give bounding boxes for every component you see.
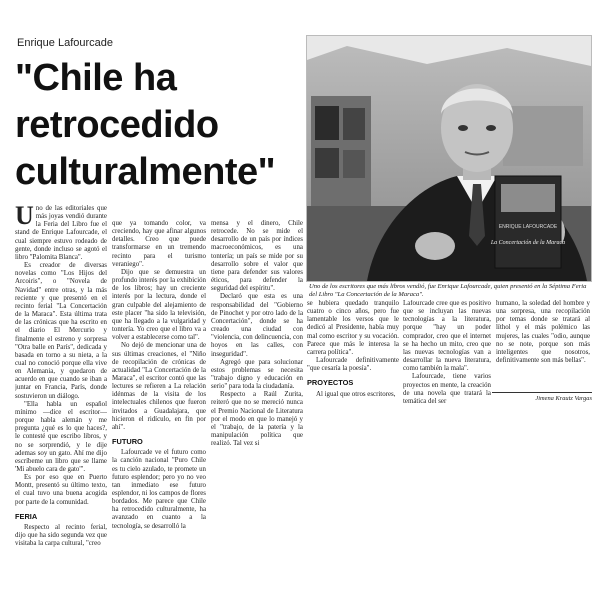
dropcap: U xyxy=(15,205,34,230)
book-title-text: La Concertación de la Maraca xyxy=(490,240,566,246)
paragraph: Dijo que se demuestra un profundo interés por la exhibición de los libros; hay un creciente interés por la lectura, donde el gran culpable del alejamiento de este placer "ha sido la televisión, que ha llegado a la vulgaridad y tontería. Yo creo que el libro va a volver a establecerse como tal". xyxy=(112,268,206,342)
paragraph: Respecto al recinto ferial, dijo que ha sido segunda vez que visitaba la carpa cultural, "creo xyxy=(15,523,107,548)
headline-line-1: "Chile ha xyxy=(15,57,177,99)
author-photo-drawing xyxy=(307,36,591,281)
headline xyxy=(15,55,315,196)
column-5 xyxy=(403,300,491,430)
book-author-text: ENRIQUE LAFOURCADE xyxy=(498,224,558,230)
paragraph: Lafourcade, tiene varios proyectos en mente, la creación de una novela que tratará la temática del ser xyxy=(403,373,491,405)
paragraph: Es creador de diversas novelas como "Los Hijos del Arcoiris", o "Novela de Navidad" entre otras, y la más reciente y que presentó en el recinto ferial "La Concertación de la Maraca". Esta última trata de las crónicas que ha escrito en el diario El Mercurio y finalmente el estreno y sorpresa "Otra balle en París", dedicada y basada en torno a su nieta, a la cual no conoció porque ella vive en Alemania, y quedaron de acuerdo en que cuando se iban a juntar en Francia, París, donde sostuvieron un diálogo. xyxy=(15,262,107,400)
paragraph xyxy=(15,205,107,262)
subheading-futuro: FUTURO xyxy=(112,437,143,447)
subheading-feria: FERIA xyxy=(15,511,38,521)
paragraph: Respecto a Raúl Zurita, reiteró que no se mereció nunca el Premio Nacional de Literatura por el modo en que lo manejó y el "trabajo, de la patería y la manipulación política que realizó. Tal vez si xyxy=(211,391,303,448)
column-6 xyxy=(496,300,590,390)
headline-line-3: culturalmente" xyxy=(15,151,276,193)
paragraph: Agregó que para solucionar estos problemas se necesita "trabajo digno y educación en serio" para toda la ciudadanía. xyxy=(211,358,303,391)
paragraph: Es por eso que en Puerto Montt, presentó su último texto, el cual tuvo una buena acogida por parte de la comunidad. xyxy=(15,474,107,506)
byline: Enrique Lafourcade xyxy=(17,37,114,49)
paragraph: Al igual que otros escritores, xyxy=(316,390,396,398)
photographer-credit: Jimena Krautz Vargas xyxy=(492,392,592,402)
photo-caption: Uno de los escritores que más libros vendió, fue Enrique Lafourcade, quien presentó en la Séptima Feria del Libro "La Concertación de la Maraca". xyxy=(309,283,587,299)
column-3 xyxy=(211,220,303,465)
paragraph: Lafourcade ve el futuro como la canción nacional "Puro Chile es tu cielo azulado, te promete un futuro esplendor; pero yo no veo tan inmediato ese futuro esplendor, ni los campos de flores bordados. Me parece que Chile ha retrocedido culturalmente, ha avanzado en cuanto a la tecnología, se desarrolló la xyxy=(112,449,206,530)
headline-line-2: retrocedido xyxy=(15,104,219,146)
author-photo xyxy=(306,35,592,282)
paragraph: mensa y el dinero, Chile retrocede. No se mide el desarrollo de un país por índices macroeconómicos, es una tontería; un país se mide por su desarrollo sobre el valor que tiene para defender sus valores éticos, para defender la seguridad del espíritu". xyxy=(211,220,303,293)
subheading-proyectos: PROYECTOS xyxy=(307,378,354,388)
paragraph: que ya tomando color, va creciendo, hay que afinar algunos detalles. Creo que puede transformarse en un tremendo recinto para el turismo veraniego". xyxy=(112,220,206,268)
paragraph: "Ella habla un español mínimo —dice el escritor— porque habla alemán y me pregunta ¿qué es lo que haces?, le contesté que escribo libros, y no se sorprendió, y le dije ademas soy un gato. Ahí me dijo escríbeme un libro que se llame 'Mi abuelo cara de gato'". xyxy=(15,400,107,473)
column-4 xyxy=(307,300,399,430)
column-1 xyxy=(15,205,107,590)
paragraph: No dejó de mencionar una de sus últimas creaciones, el "Niño de recopilación de crónicas de actualidad "La Concertación de la Maraca", el escritor contó que las lectures se refieren a La relación idénmas de la visita de los intelectuales chilenos que fueron invitados a Guadalajara, que hicieron el ridículo, en fin por ahí". xyxy=(112,342,206,431)
paragraph: se hubiera quedado tranquilo cuatro o cinco años, pero fue lamentable los versos que le dedicó al Presidente, había muy mal como escritor y su vocación. Parece que más le interesa la carrera política". xyxy=(307,300,399,356)
paragraph: Declaró que esta es una responsabilidad del "Gobierno de Pinochet y por otro lado de la Concertación", donde se ha creado una ciudad con "violencia, con delincuencia, con hoyos en las calles, con inseguridad". xyxy=(211,293,303,358)
column-2 xyxy=(112,220,206,590)
paragraph-text: no de las editoriales que más joyas vendió durante la Feria del Libro fue el stand de Enrique Lafourcade, el cual siempre estuvo rodeado de gente, donde incluso se agotó el libro "Palomita Blanca". xyxy=(15,205,107,261)
paragraph: humano, la soledad del hombre y una sorpresa, una recopilación por temas donde se tratará al líthol y el más polémico las mujeres, las cuales "odio, aunque no se note, porque son más inteligentes que nosotros, definitivamente son más bellas". xyxy=(496,300,590,365)
paragraph: Lafourcade definitivamente "que cesaría la poesía". xyxy=(307,357,399,373)
paragraph: Lafourcade cree que es positivo que se incluyan las nuevas tecnologías a la literatura, porque "hay un poder comprador, creo que el internet se ha hecho un mito, creo que las nuevas tecnologías van a desarrollar la nueva literatura, como también la mala". xyxy=(403,300,491,373)
